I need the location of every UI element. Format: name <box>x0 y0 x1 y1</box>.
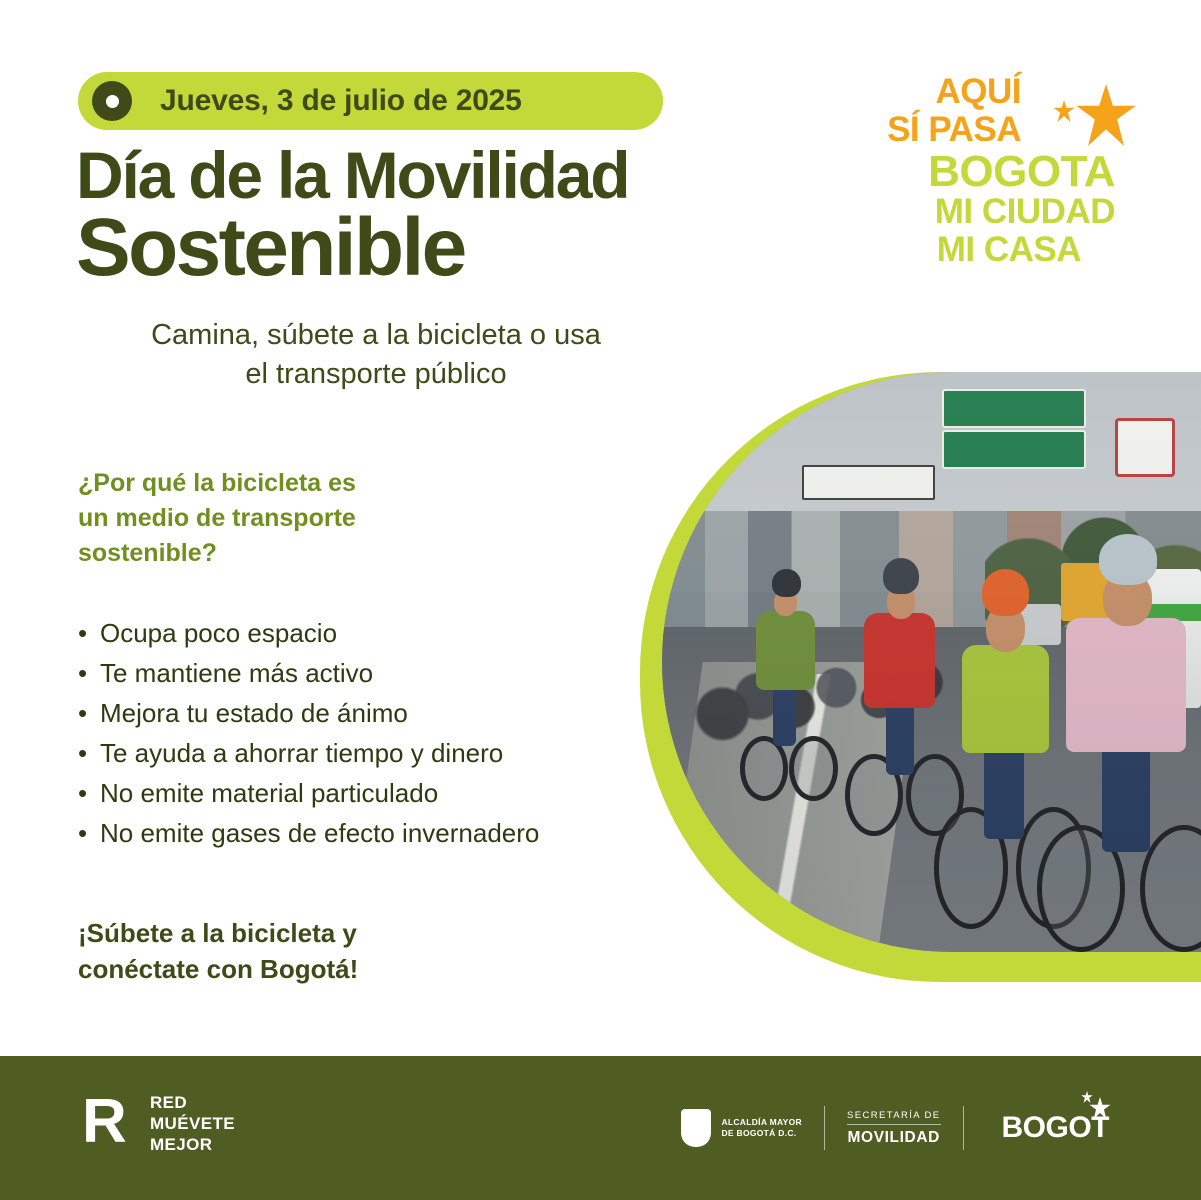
cyclist-legs <box>773 685 796 745</box>
helmet-icon <box>883 558 919 594</box>
call-to-action <box>78 915 508 987</box>
question-line3: sostenible? <box>78 539 217 567</box>
list-item: • Mejora tu estado de ánimo <box>78 695 598 732</box>
brandmark-line1: AQUÍ <box>935 72 1021 111</box>
secretaria-label: SECRETARÍA DE <box>847 1110 941 1125</box>
red-logo-text <box>150 1092 235 1155</box>
pedestrian-sign-icon <box>1115 418 1175 476</box>
list-item: • Te ayuda a ahorrar tiempo y dinero <box>78 735 598 772</box>
cyclist-body <box>1066 618 1186 752</box>
bogota-logo-text: BOGOT <box>1001 1111 1109 1144</box>
page-subtitle-line1: Camina, súbete a la bicicleta o usa <box>151 319 601 351</box>
date-text: Jueves, 3 de julio de 2025 <box>160 84 522 117</box>
photo-cyclists <box>662 372 1201 952</box>
bicycle-wheel-icon <box>789 736 838 802</box>
star-icon-large <box>1075 84 1137 146</box>
campaign-brandmark <box>853 70 1143 269</box>
cyclist-body <box>756 611 815 690</box>
road-sign-icon <box>802 465 935 500</box>
alcaldia-logo <box>659 1109 824 1147</box>
cyclist-figure <box>737 569 839 801</box>
helmet-icon <box>772 569 801 597</box>
cta-line2: conéctate con Bogotá! <box>78 954 359 984</box>
cyclist-body <box>864 613 935 708</box>
cyclist-legs <box>886 702 914 774</box>
bogota-logo-block <box>964 1111 1132 1145</box>
page-title-line1: Día de la Movilidad <box>76 138 629 212</box>
bogota-logo <box>986 1111 1110 1145</box>
road-sign-icon <box>942 430 1086 469</box>
photo-panel <box>640 372 1201 982</box>
brandmark-line5: MI CASA <box>936 230 1081 269</box>
list-item: • No emite material particulado <box>78 775 598 812</box>
movilidad-label: MOVILIDAD <box>847 1128 940 1146</box>
star-icon-small <box>1053 100 1075 122</box>
red-logo-mark: R <box>82 1086 125 1156</box>
helmet-icon <box>982 569 1030 616</box>
footer-bar <box>0 1056 1201 1200</box>
cyclist-body <box>962 645 1049 753</box>
alcaldia-text <box>721 1117 802 1139</box>
alcaldia-line1: ALCALDÍA MAYOR <box>721 1117 802 1127</box>
dot-icon <box>92 81 132 121</box>
helmet-icon <box>1099 534 1157 584</box>
benefits-list <box>78 615 598 855</box>
coat-of-arms-icon <box>681 1109 711 1147</box>
cyclist-legs <box>984 745 1023 838</box>
section-question <box>78 466 498 571</box>
secretaria-movilidad-logo <box>825 1110 963 1147</box>
question-line2: un medio de transporte <box>78 504 356 532</box>
red-logo-line3: MEJOR <box>150 1135 213 1154</box>
date-badge <box>78 72 663 130</box>
page-subtitle-line2: el transporte público <box>245 358 507 390</box>
list-item: • No emite gases de efecto invernadero <box>78 815 598 852</box>
cta-line1: ¡Súbete a la bicicleta y <box>78 918 357 948</box>
list-item: • Te mantiene más activo <box>78 655 598 692</box>
road-sign-icon <box>942 389 1086 428</box>
question-line1: ¿Por qué la bicicleta es <box>78 469 356 497</box>
cyclist-figure <box>1050 534 1201 952</box>
institutional-logos <box>659 1100 1131 1156</box>
red-logo-line2: MUÉVETE <box>150 1114 235 1133</box>
cyclist-legs <box>1102 743 1151 852</box>
brandmark-line2: SÍ PASA <box>887 110 1021 149</box>
brandmark-line3: BOGOTA <box>928 147 1115 196</box>
red-muevete-mejor-logo <box>82 1086 235 1156</box>
red-logo-line1: RED <box>150 1093 188 1112</box>
list-item: • Ocupa poco espacio <box>78 615 598 652</box>
alcaldia-line2: DE BOGOTÁ D.C. <box>721 1128 797 1138</box>
star-icon-small <box>1081 1091 1093 1103</box>
page-title-line2: Sostenible <box>76 202 465 293</box>
page-subtitle <box>76 316 676 394</box>
brandmark-line4: MI CIUDAD <box>934 192 1115 231</box>
